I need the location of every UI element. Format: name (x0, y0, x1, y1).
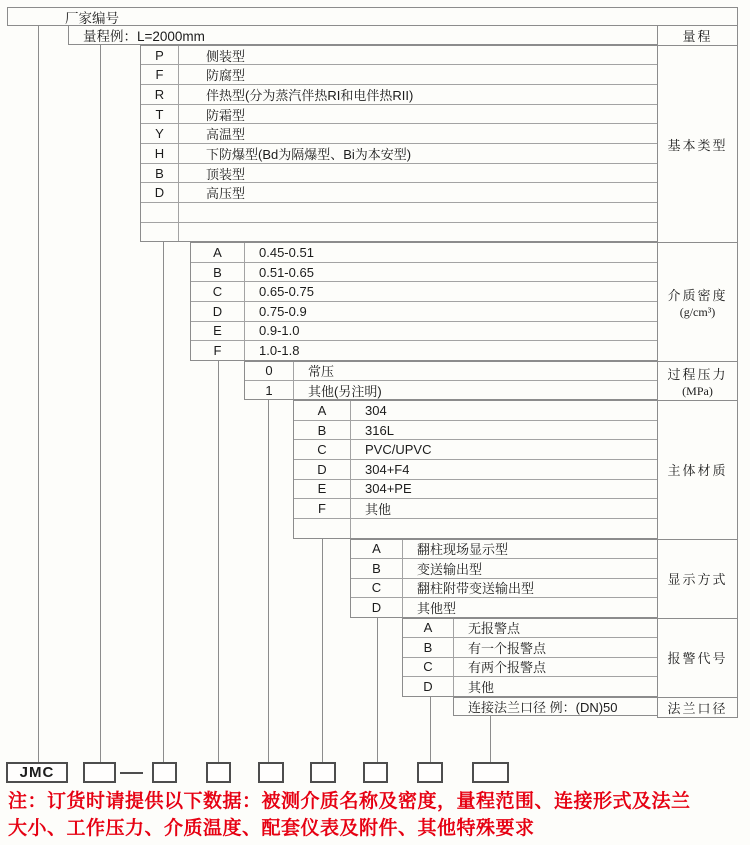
desc-cell: 防腐型 (206, 68, 246, 84)
pressure-section (244, 361, 658, 401)
connector-pressure (268, 400, 269, 763)
table-row (294, 499, 657, 519)
code-cell: E (191, 322, 245, 341)
code-box-flange (472, 762, 509, 783)
code-cell: R (141, 85, 179, 104)
table-row (403, 658, 657, 678)
category-unit: (MPa) (682, 383, 713, 398)
desc-cell: 有两个报警点 (468, 660, 547, 676)
code-cell: C (191, 282, 245, 301)
code-cell: H (141, 144, 179, 163)
table-row (141, 124, 657, 144)
factory-number-row (7, 7, 738, 26)
desc-cell: 侧装型 (206, 48, 246, 64)
alarm-code-section (402, 618, 658, 697)
table-row (403, 677, 657, 696)
code-cell: D (403, 677, 454, 696)
table-row (191, 341, 657, 360)
category-range (658, 26, 737, 46)
model-prefix: JMC (19, 764, 55, 781)
desc-cell: 304+F4 (365, 461, 410, 477)
table-row (141, 183, 657, 203)
desc-cell: 顶装型 (206, 166, 246, 182)
ordering-note (8, 789, 748, 842)
table-row (351, 540, 657, 560)
code-box-material (310, 762, 336, 783)
table-row (141, 164, 657, 184)
flange-size-row (453, 697, 658, 717)
code-cell: D (191, 302, 245, 321)
code-cell: B (351, 559, 403, 578)
desc-cell: 翻柱现场显示型 (417, 542, 509, 558)
desc-cell: 0.65-0.75 (259, 284, 314, 300)
code-cell: D (141, 183, 179, 202)
code-cell: A (294, 401, 351, 420)
flange-size-text: 连接法兰口径 例：(DN)50 (468, 699, 618, 715)
table-row (141, 46, 657, 66)
code-box-basic-type (152, 762, 177, 783)
code-cell: F (141, 65, 179, 84)
code-cell: D (294, 460, 351, 479)
desc-cell: 其他(另注明) (308, 383, 382, 399)
code-box-range (83, 762, 116, 783)
desc-cell: 高压型 (206, 186, 246, 202)
code-cell (294, 519, 351, 538)
category-label: 基本类型 (667, 137, 728, 153)
desc-cell: 高温型 (206, 127, 246, 143)
category-basic-type (658, 46, 737, 244)
code-cell: 1 (245, 381, 294, 399)
table-row (191, 263, 657, 283)
table-row (141, 65, 657, 85)
code-cell: F (294, 499, 351, 518)
code-cell: C (294, 440, 351, 459)
table-row (294, 480, 657, 500)
code-cell: 0 (245, 362, 294, 380)
category-label: 量程 (682, 28, 713, 44)
table-row (351, 579, 657, 599)
ordering-note-line2: 大小、工作压力、介质温度、配套仪表及附件、其他特殊要求 (8, 817, 535, 839)
desc-cell: 其他型 (417, 600, 457, 616)
desc-cell: 有一个报警点 (468, 640, 547, 656)
range-example-row (68, 25, 658, 45)
desc-cell: 其他 (468, 679, 495, 695)
table-row (351, 559, 657, 579)
code-cell: B (403, 638, 454, 657)
table-row (191, 302, 657, 322)
desc-cell: 防霜型 (206, 107, 246, 123)
connector-factory (38, 25, 39, 763)
code-cell: C (403, 658, 454, 677)
code-cell: P (141, 46, 179, 65)
category-label: 介质密度 (667, 287, 728, 303)
category-flange-size (658, 698, 737, 718)
category-label: 过程压力 (667, 366, 728, 382)
code-cell: A (403, 619, 454, 638)
desc-cell: 304 (365, 403, 387, 419)
code-box-pressure (258, 762, 284, 783)
connector-basic-type (163, 242, 164, 763)
code-cell: B (191, 263, 245, 282)
table-row (351, 598, 657, 617)
table-row (294, 519, 657, 538)
code-box-display-mode (363, 762, 388, 783)
table-row (294, 460, 657, 480)
basic-type-section (140, 45, 658, 243)
code-cell: B (141, 164, 179, 183)
table-row (191, 322, 657, 342)
table-row (141, 105, 657, 125)
desc-cell: 其他 (365, 502, 392, 518)
category-display-mode (658, 540, 737, 619)
desc-cell: PVC/UPVC (365, 442, 432, 458)
code-cell: F (191, 341, 245, 360)
category-alarm-code (658, 619, 737, 698)
desc-cell: 0.9-1.0 (259, 323, 300, 339)
category-label-column (657, 25, 738, 718)
code-cell: Y (141, 124, 179, 143)
material-section (293, 400, 658, 538)
connector-flange (490, 716, 491, 763)
desc-cell: 1.0-1.8 (259, 342, 300, 358)
table-row (141, 203, 657, 223)
code-cell: A (191, 243, 245, 262)
desc-cell: 变送输出型 (417, 561, 483, 577)
desc-cell: 伴热型(分为蒸汽伴热RI和电伴热RII) (206, 87, 414, 103)
category-label: 法兰口径 (667, 700, 728, 716)
table-row (294, 421, 657, 441)
code-cell: A (351, 540, 403, 559)
category-pressure (658, 362, 737, 402)
desc-cell: 304+PE (365, 481, 412, 497)
desc-cell: 常压 (308, 364, 335, 380)
code-cell: T (141, 105, 179, 124)
category-label: 主体材质 (667, 463, 728, 479)
code-cell: C (351, 579, 403, 598)
table-row (245, 381, 657, 399)
desc-cell: 翻柱附带变送输出型 (417, 581, 535, 597)
code-cell: B (294, 421, 351, 440)
desc-cell: 316L (365, 422, 394, 438)
code-box-density (206, 762, 231, 783)
category-unit: (g/cm³) (679, 304, 716, 319)
factory-number-label: 厂家编号 (65, 10, 119, 26)
category-label: 报警代号 (667, 651, 728, 666)
table-row (141, 85, 657, 105)
connector-alarm (430, 696, 431, 763)
table-row (294, 401, 657, 421)
connector-density (218, 360, 219, 763)
connector-display (377, 617, 378, 763)
desc-cell: 0.45-0.51 (259, 245, 314, 261)
range-example-text: 量程例：L=2000mm (83, 28, 205, 44)
ordering-note-line1: 注：订货时请提供以下数据：被测介质名称及密度，量程范围、连接形式及法兰 (8, 791, 691, 812)
desc-cell: 0.75-0.9 (259, 303, 307, 319)
model-prefix-box (6, 762, 68, 783)
desc-cell: 下防爆型(Bd为隔爆型、Bi为本安型) (206, 146, 412, 162)
connector-material (322, 538, 323, 763)
desc-cell: 无报警点 (468, 621, 521, 637)
code-cell (141, 223, 179, 242)
table-row (191, 243, 657, 263)
category-material (658, 401, 737, 539)
category-label: 显示方式 (667, 572, 728, 587)
table-row (191, 282, 657, 302)
connector-range (100, 44, 101, 763)
model-separator (120, 772, 143, 774)
table-row (294, 440, 657, 460)
desc-cell: 0.51-0.65 (259, 264, 314, 280)
code-cell: E (294, 480, 351, 499)
table-row (403, 619, 657, 639)
table-row (403, 638, 657, 658)
code-cell (141, 203, 179, 222)
density-section (190, 242, 658, 361)
display-mode-section (350, 539, 658, 618)
code-cell: D (351, 598, 403, 617)
table-row (141, 144, 657, 164)
table-row (141, 223, 657, 242)
category-density (658, 243, 737, 362)
code-box-alarm (417, 762, 443, 783)
table-row (245, 362, 657, 381)
